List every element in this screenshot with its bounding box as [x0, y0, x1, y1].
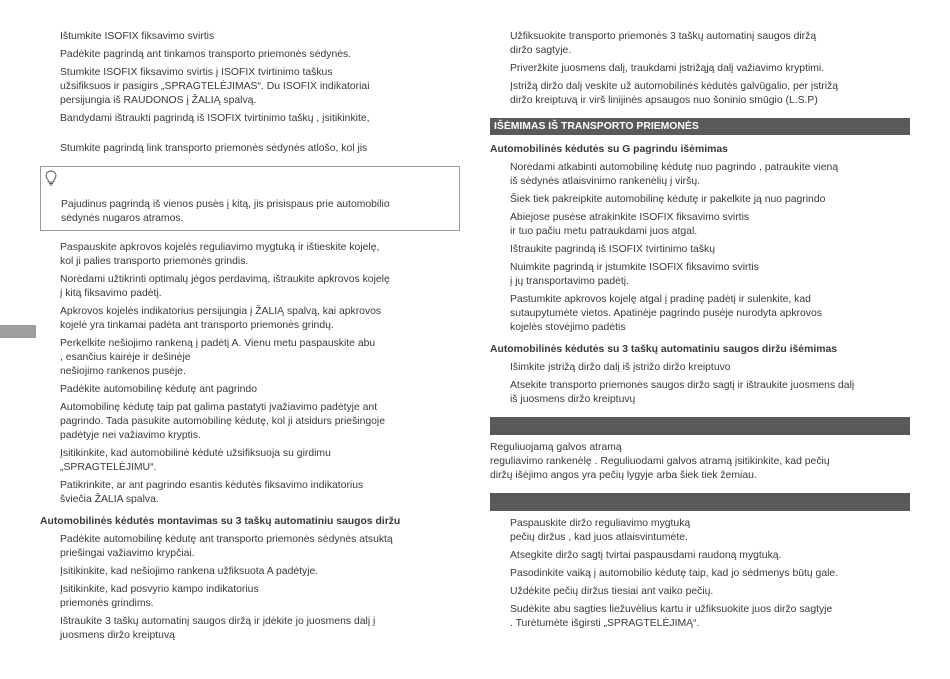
section-heading: Automobilinės kėdutės su G pagrindu išėmimas: [490, 144, 728, 155]
step-text: Paspauskite apkrovos kojelės reguliavimo mygtuką ir ištieskite kojelę, kol ji palies transporto priemonės grindis.: [60, 242, 380, 267]
step-text: Bandydami ištraukti pagrindą iš ISOFIX tvirtinimo taškų , įsitikinkite,: [60, 113, 370, 124]
section-bar-removal: IŠĖMIMAS IŠ TRANSPORTO PRIEMONĖS: [490, 118, 910, 135]
step-text: Stumkite ISOFIX fiksavimo svirtis į ISOFIX tvirtinimo taškus užsifiksuos ir pasigirs „SPRAGTELĖJIMAS“. Du ISOFIX indikatoriai persijungia iš RAUDONOS į ŽALIĄ spalvą.: [60, 67, 370, 106]
step-text: Pasodinkite vaiką į automobilio kėdutę taip, kad jo sėdmenys būtų gale.: [510, 568, 839, 579]
step-text: Perkelkite nešiojimo rankeną į padėtį A. Vienu metu paspauskite abu , esančius kairėje ir dešinėje nešiojimo rankenos pusėje.: [60, 338, 376, 377]
step-text: Padėkite automobilinę kėdutę ant transporto priemonės sėdynės atsuktą priešingai važiavimo krypčiai.: [60, 534, 393, 559]
step-text: Stumkite pagrindą link transporto priemonės sėdynės atlošo, kol jis: [60, 143, 368, 154]
step-text: Šiek tiek pakreipkite automobilinę kėdutę ir pakelkite ją nuo pagrindo: [510, 194, 826, 205]
step-text: Užfiksuokite transporto priemonės 3 taškų automatinį saugos diržą diržo sagtyje.: [510, 31, 817, 56]
page-side-tab: [0, 325, 36, 338]
step-text: Abiejose pusėse atrakinkite ISOFIX fiksavimo svirtis ir tuo pačiu metu patraukdami juos atgal.: [510, 212, 750, 237]
step-text: Ištumkite ISOFIX fiksavimo svirtis: [60, 31, 215, 42]
section-heading: Automobilinės kėdutės montavimas su 3 taškų automatiniu saugos diržu: [40, 516, 401, 527]
tip-note: [40, 166, 460, 231]
step-text: Automobilinę kėdutę taip pat galima pastatyti įvažiavimo padėtyje ant pagrindo. Tada pasukite automobilinę kėdutę, kol ji atsidurs priešingoje padėtyje nei važiavimo kryptis.: [60, 402, 386, 441]
section-heading: Automobilinės kėdutės su 3 taškų automatiniu saugos diržu išėmimas: [490, 344, 838, 355]
step-text: Ištraukite 3 taškų automatinį saugos diržą ir įdėkite jo juosmens dalį į juosmens diržo kreiptuvą: [60, 616, 376, 641]
step-text: Atsegkite diržo sagtį tvirtai paspausdami raudoną mygtuką.: [510, 550, 782, 561]
step-text: Įsitikinkite, kad nešiojimo rankena užfiksuota A padėtyje.: [60, 566, 319, 577]
headrest-paragraph: Reguliuojamą galvos atramą reguliavimo rankenėlę . Reguliuodami galvos atramą įsitikinkite, kad pečių diržų išėjimo angos yra pečių lygyje arba šiek tiek žemiau.: [490, 442, 830, 481]
step-text: Norėdami atkabinti automobilinę kėdutę nuo pagrindo , patraukite vieną iš sėdynės atlaisvinimo rankenėlių į viršų.: [510, 162, 839, 187]
step-text: Uždėkite pečių diržus tiesiai ant vaiko pečių.: [510, 586, 714, 597]
step-text: Patikrinkite, ar ant pagrindo esantis kėdutės fiksavimo indikatorius šviečia ŽALIA spalva.: [60, 480, 364, 505]
step-text: Padėkite pagrindą ant tinkamos transporto priemonės sėdynės.: [60, 49, 352, 60]
step-text: Pastumkite apkrovos kojelę atgal į pradinę padėtį ir sulenkite, kad sutaupytumėte vietos. Apatinėje pagrindo pusėje nurodyta apkrovos kojelės stovėjimo padėtis: [510, 294, 822, 333]
left-column: [40, 30, 460, 647]
step-text: Ištraukite pagrindą iš ISOFIX tvirtinimo taškų: [510, 244, 716, 255]
step-text: Paspauskite diržo reguliavimo mygtuką pečių diržus , kad juos atlaisvintumėte.: [510, 518, 691, 543]
step-text: Padėkite automobilinę kėdutę ant pagrindo: [60, 384, 257, 395]
section-bar-harness: [490, 493, 910, 511]
step-text: Nuimkite pagrindą ir įstumkite ISOFIX fiksavimo svirtis į jų transportavimo padėtį.: [510, 262, 759, 287]
step-text: Įsitikinkite, kad automobilinė kėdutė užsifiksuoja su girdimu „SPRAGTELĖJIMU“.: [60, 448, 331, 473]
step-text: Sudėkite abu sagties liežuvėlius kartu ir užfiksuokite juos diržo sagtyje . Turėtumėte išgirsti „SPRAGTELĖJIMĄ“.: [510, 604, 833, 629]
step-text: Atsekite transporto priemonės saugos diržo sagtį ir ištraukite juosmens dalį iš juosmens diržo kreiptuvų: [510, 380, 855, 405]
section-bar-headrest: [490, 417, 910, 435]
step-text: Įstrižą diržo dalį veskite už automobilinės kėdutės galvūgalio, per įstrižą diržo kreiptuvą ir virš linijinės apsaugos nuo šoninio smūgio (L.S.P): [510, 81, 839, 106]
step-text: Įsitikinkite, kad posvyrio kampo indikatorius priemonės grindims.: [60, 584, 259, 609]
step-text: Norėdami užtikrinti optimalų jėgos perdavimą, ištraukite apkrovos kojelę į kitą fiksavimo padėtį.: [60, 274, 390, 299]
step-text: Priveržkite juosmens dalį, traukdami įstrižąją dalį važiavimo kryptimi.: [510, 63, 825, 74]
step-text: Išimkite įstrižą diržo dalį iš įstrižo diržo kreiptuvo: [510, 362, 731, 373]
tip-text: Pajudinus pagrindą iš vienos pusės į kitą, jis prisispaus prie automobilio sėdynės nugaros atramos.: [61, 199, 390, 224]
lightbulb-icon: [45, 170, 57, 186]
step-text: Apkrovos kojelės indikatorius persijungia į ŽALIĄ spalvą, kai apkrovos kojelė yra tinkamai padėta ant transporto priemonės grindų.: [60, 306, 382, 331]
right-column: [490, 30, 910, 635]
